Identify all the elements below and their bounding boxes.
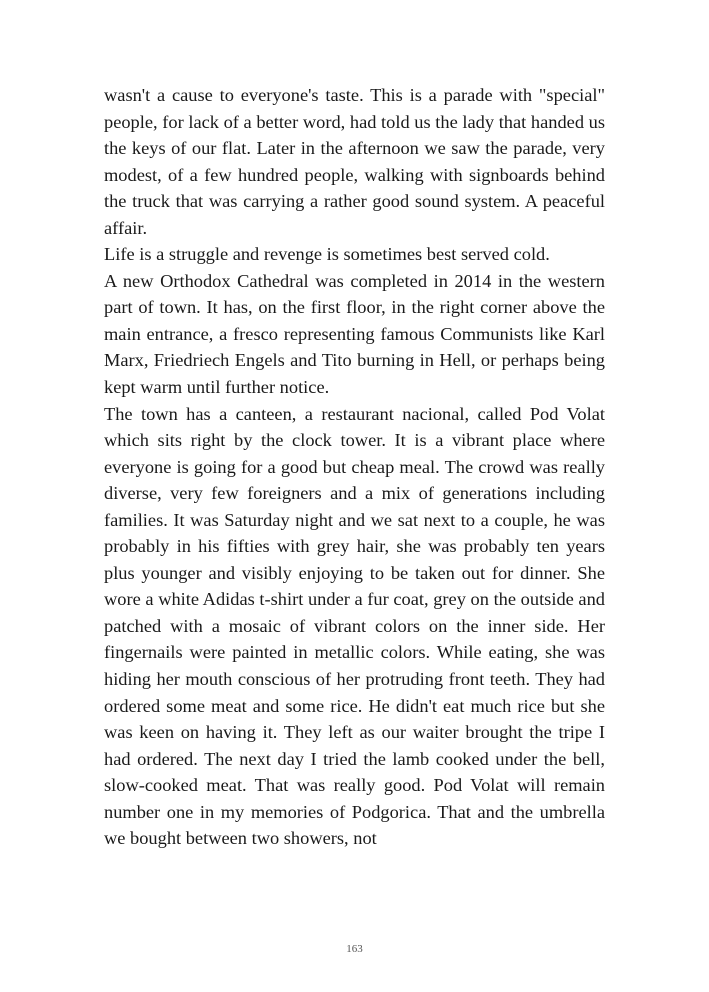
page-number: 163 (346, 943, 363, 955)
paragraph-struggle: Life is a struggle and revenge is sometimes best served cold. (104, 244, 550, 265)
paragraph-pod-volat: The town has a canteen, a restaurant nacional, called Pod Volat which sits right by the clock tower. It is a vibrant place where everyone is going for a good but cheap meal. The crowd was really diverse, very few foreigners and a mix of generations including families. It was Saturday night and we sat next to a couple, he was probably in his fifties with grey hair, she was probably ten years plus younger and visibly enjoying to be taken out for dinner. She wore a white Adidas t-shirt under a fur coat, grey on the outside and patched with a mosaic of vibrant colors on the inner side. Her fingernails were painted in metallic colors. While eating, she was hiding her mouth conscious of her protruding front teeth. They had ordered some meat and some rice. He didn't eat much rice but she was keen on having it. They left as our waiter brought the tripe I had ordered. The next day I tried the lamb cooked under the bell, slow-cooked meat. That was really good. Pod Volat will remain number one in my memories of Podgorica. That and the umbrella we bought between two showers, not (104, 403, 605, 849)
paragraph-cathedral: A new Orthodox Cathedral was completed in 2014 in the western part of town. It has, on the first floor, in the right corner above the main entrance, a fresco representing famous Communists like Karl Marx, Friedriech Engels and Tito burning in Hell, or perhaps being kept warm until further notice. (104, 270, 605, 398)
paragraph-parade: wasn't a cause to everyone's taste. This is a parade with "special" people, for lack of a better word, had told us the lady that handed us the keys of our flat. Later in the afternoon we saw the parade, very modest, of a few hundred people, walking with signboards behind the truck that was carrying a rather good sound system. A peaceful affair. (104, 85, 605, 238)
body-text (104, 82, 605, 852)
